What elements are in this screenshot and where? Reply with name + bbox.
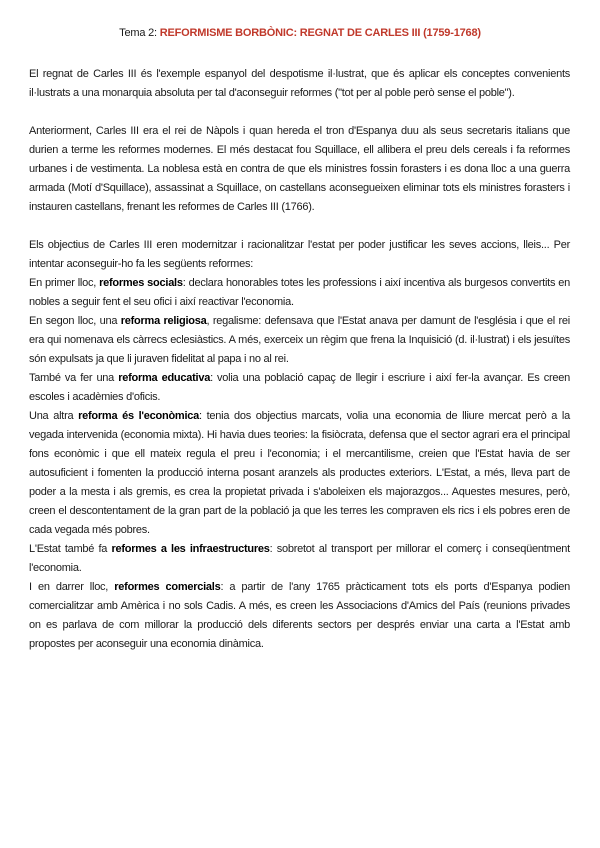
document-body: [29, 65, 570, 654]
infrastructure-reform-pre: L'Estat també fa: [29, 543, 112, 555]
paragraph-intro: El regnat de Carles III és l'exemple espanyol del despotisme il·lustrat, que és aplicar els conceptes convenients il·lustrats a una monarquia absoluta per tal d'aconseguir reformes ("tot per al poble però sense el poble").: [29, 68, 570, 99]
paragraph-social-reforms: [29, 274, 570, 312]
economic-reform-term: reforma és l'econòmica: [78, 410, 200, 422]
page-title: [0, 26, 600, 40]
religious-reform-term: reforma religiosa: [120, 315, 207, 327]
paragraph-economic-reform: [29, 407, 570, 540]
social-reforms-pre: En primer lloc,: [29, 277, 100, 289]
paragraph-objectives: Els objectius de Carles III eren modernitzar i racionalitzar l'estat per poder justificar les seves accions, lleis... Per intentar aconseguir-ho fa les següents reformes:: [29, 239, 570, 270]
economic-reform-pre: Una altra: [29, 410, 79, 422]
social-reforms-term: reformes socials: [99, 277, 183, 289]
social-reforms-post: : declara honorables totes les professions i així incentiva als burgesos convertits en nobles a seguir fent el seu ofici i així reactivar l'economia.: [29, 277, 571, 308]
religious-reform-pre: En segon lloc, una: [29, 315, 121, 327]
economic-reform-post: : tenia dos objectius marcats, volia una economia de lliure mercat però a la vegada intervenida (economia mixta). Hi havia dues teories: la fisiòcrata, defensa que el sector agrari era el principal fons econòmic i que ell mateix regula el preu i l'economia; i el mercantilisme, creien que l'Estat havia de ser autosuficient i fomenten la producció interna posant aranzels als productes exteriors. L'Estat, a més, lleva part de poder a la mesta i als gremis, es crea la propietat privada i s'aboleixen els majorazgos... Aquestes mesures, però, creen el descontentament de la gran part de la població ja que les terres les compraven els rics i els pobres eren de cada vegada més pobres.: [29, 410, 570, 536]
educational-reform-pre: També va fer una: [29, 372, 119, 384]
infrastructure-reform-term: reformes a les infraestructures: [111, 543, 270, 555]
infrastructure-reform-post: : sobretot al transport per millorar el comerç i conseqüentment l'economia.: [29, 543, 570, 574]
paragraph-background: Anteriorment, Carles III era el rei de Nàpols i quan hereda el tron d'Espanya duu als seus secretaris italians que durien a terme les reformes modernes. El més destacat fou Squillace, ell allibera el preu dels cereals i fa reformes urbanes i de vestimenta. La noblesa està en contra de que els ministres fossin forasters i es dona lloc a una guerra armada (Motí d'Squillace), assassinat a Squillace, on castellans aconsegueixen eliminar tots els ministres forasters i instauren castellans, frenant les reformes de Carles III (1766).: [29, 125, 570, 213]
title-accent: REFORMISME BORBÒNIC: REGNAT DE CARLES III (1759-1768): [159, 27, 481, 39]
educational-reform-post: : volia una població capaç de llegir i escriure i així fer-la avançar. Es creen escoles i acadèmies d'oficis.: [29, 372, 570, 403]
paragraph-infrastructure-reform: [29, 540, 570, 578]
religious-reform-post: , regalisme: defensava que l'Estat anava per damunt de l'església i que el rei era qui nomenava els càrrecs eclesiàstics. A més, exerceix un règim que frena la Inquisició (d. il·lustrat) i els jesuïtes són expulsats ja que li juraven fidelitat al papa i no al rei.: [29, 315, 570, 365]
commercial-reform-term: reformes comercials: [114, 581, 221, 593]
title-prefix: Tema 2:: [119, 27, 160, 39]
paragraph-commercial-reform: [29, 578, 570, 654]
commercial-reform-post: : a partir de l'any 1765 pràcticament tots els ports d'Espanya podien comercialitzar amb Amèrica i no sols Cadis. A més, es creen les Associacions d'Amics del País (reunions privades on es parlava de com millorar la producció dels diferents sectors per després enviar una carta a l'Estat amb propostes per aconseguir una economia dinàmica.: [29, 581, 570, 650]
paragraph-educational-reform: [29, 369, 570, 407]
commercial-reform-pre: I en darrer lloc,: [29, 581, 115, 593]
educational-reform-term: reforma educativa: [118, 372, 211, 384]
paragraph-religious-reform: [29, 312, 570, 369]
